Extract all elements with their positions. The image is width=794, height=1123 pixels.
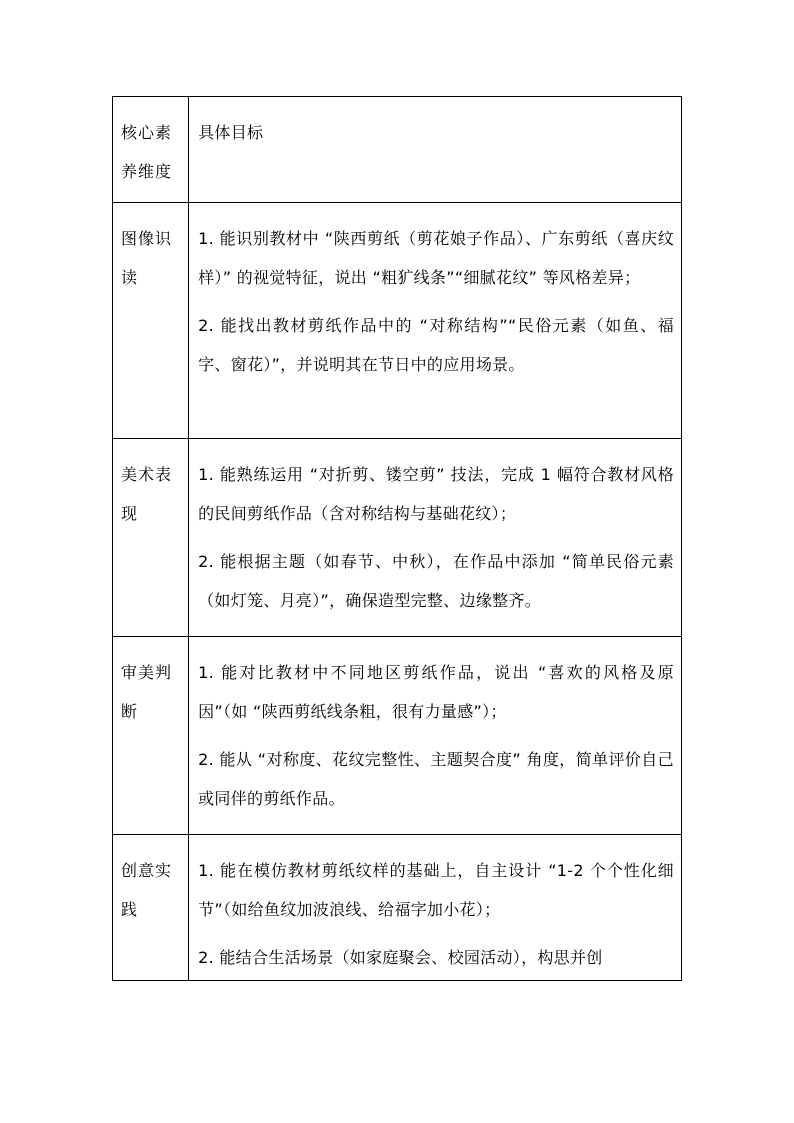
goals-cell — [189, 439, 682, 637]
dimension-cell — [113, 439, 189, 637]
goal-item: 1. 能在模仿教材剪纸纹样的基础上，自主设计 “1-2 个个性化细节”（如给鱼纹加波浪线、给福字加小花）； — [198, 861, 674, 919]
table-row — [113, 637, 682, 835]
header-goal-cell — [189, 97, 682, 203]
dimension-label-aesthetic-judgment: 审美判断 — [121, 663, 173, 721]
dimension-label-creative-practice: 创意实践 — [121, 861, 173, 919]
table-row — [113, 835, 682, 981]
goal-item: 2. 能结合生活场景（如家庭聚会、校园活动），构思并创 — [198, 948, 603, 967]
goal-item: 1. 能熟练运用 “对折剪、镂空剪” 技法，完成 1 幅符合教材风格的民间剪纸作品（含对称结构与基础花纹）； — [198, 465, 674, 523]
table-row — [113, 439, 682, 637]
dimension-cell — [113, 203, 189, 439]
dimension-label-image-reading: 图像识读 — [121, 229, 173, 287]
dimension-cell — [113, 637, 189, 835]
dimension-cell — [113, 835, 189, 981]
header-dimension-cell — [113, 97, 189, 203]
goals-cell — [189, 835, 682, 981]
goal-item: 2. 能根据主题（如春节、中秋），在作品中添加 “简单民俗元素（如灯笼、月亮）”，确保造型完整、边缘整齐。 — [198, 552, 674, 610]
table-header-row — [113, 97, 682, 203]
goal-item: 1. 能对比教材中不同地区剪纸作品，说出 “喜欢的风格及原因”（如 “陕西剪纸线条粗，很有力量感”）； — [198, 663, 674, 721]
goal-item: 2. 能找出教材剪纸作品中的 “对称结构”“民俗元素（如鱼、福字、窗花）”，并说明其在节日中的应用场景。 — [198, 316, 674, 374]
header-goal-label: 具体目标 — [198, 123, 264, 142]
goals-cell — [189, 203, 682, 439]
literacy-goals-table — [112, 96, 682, 981]
table-row — [113, 203, 682, 439]
dimension-label-art-expression: 美术表现 — [121, 465, 173, 523]
goal-item: 2. 能从 “对称度、花纹完整性、主题契合度” 角度，简单评价自己或同伴的剪纸作品。 — [198, 750, 674, 808]
header-dimension-label: 核心素养维度 — [121, 123, 173, 181]
goal-item: 1. 能识别教材中 “陕西剪纸（剪花娘子作品）、广东剪纸（喜庆纹样）” 的视觉特征，说出 “粗犷线条”“细腻花纹” 等风格差异； — [198, 229, 674, 287]
goals-cell — [189, 637, 682, 835]
